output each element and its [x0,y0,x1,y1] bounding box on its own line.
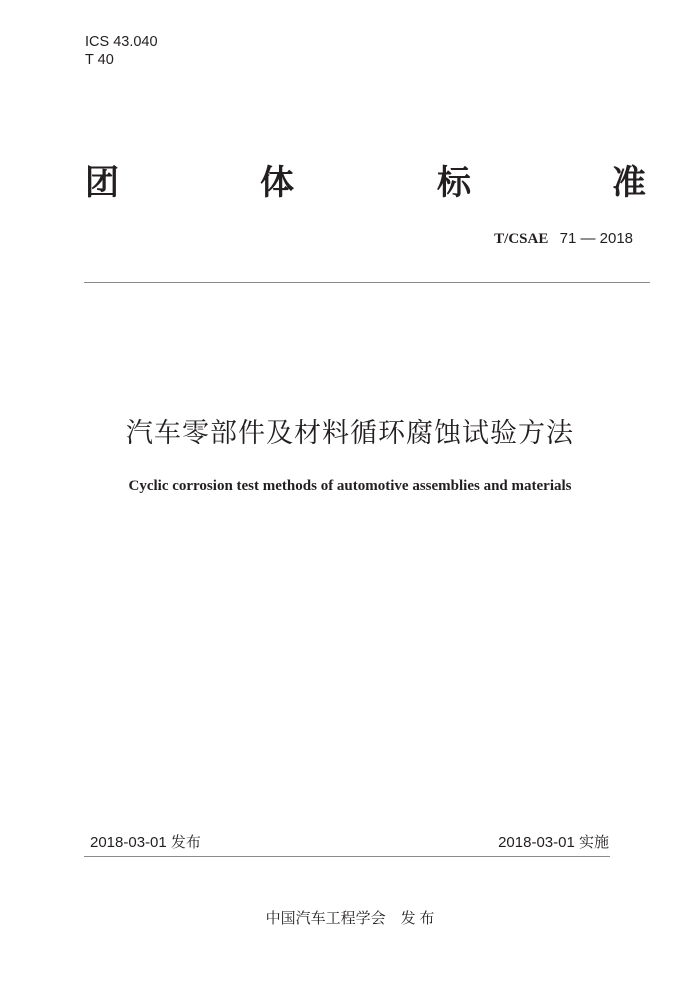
standard-number-value: 71 — 2018 [559,230,633,247]
implementation-date: 2018-03-01 实施 [498,834,609,851]
header-divider [84,282,650,283]
standard-number [0,230,633,248]
title-chinese: 汽车零部件及材料循环腐蚀试验方法 [126,418,574,448]
standard-type-char-1: 团 [85,165,119,202]
publisher: 中国汽车工程学会 发 布 [265,911,435,927]
classification-code: T 40 [85,52,114,68]
title-english: Cyclic corrosion test methods of automotive assemblies and materials [128,478,572,494]
issue-date: 2018-03-01 发布 [90,834,201,851]
footer-divider [84,856,610,857]
standard-number-prefix: T/CSAE [494,231,549,247]
standard-type-char-3: 标 [437,165,471,202]
standard-type-char-2: 体 [260,165,294,202]
ics-code: ICS 43.040 [85,34,158,50]
standard-type-char-4: 准 [612,165,646,202]
